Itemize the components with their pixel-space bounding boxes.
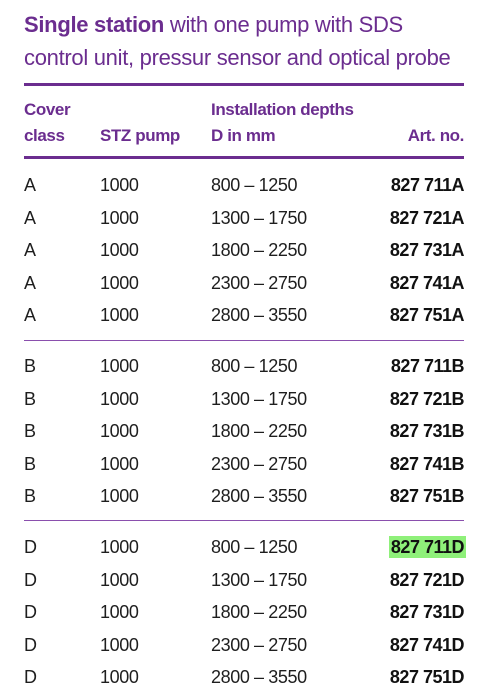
cover-class-cell: B	[24, 388, 36, 409]
installation-depth-cell: 2300 – 2750	[211, 634, 307, 655]
cover-class-cell: D	[24, 537, 37, 557]
stz-pump-cell: 1000	[100, 453, 139, 474]
installation-depth-cell: 1300 – 1750	[211, 207, 307, 228]
header-cover-class	[24, 97, 70, 149]
art-no-cell: 827 721B	[389, 388, 464, 409]
cover-class-cell: A	[24, 272, 36, 293]
installation-depth-cell: 1300 – 1750	[211, 388, 307, 409]
stz-pump-cell: 1000	[100, 240, 139, 260]
art-no-cell: 827 721A	[389, 207, 464, 228]
header-cover-line1: Cover	[24, 100, 71, 119]
art-no-cell: 827 721D	[389, 569, 464, 590]
cover-class-cell: D	[24, 667, 37, 687]
cover-class-cell: B	[24, 453, 36, 474]
cover-class-cell: A	[24, 240, 36, 260]
art-no-cell: 827 731B	[389, 421, 464, 441]
stz-pump-cell: 1000	[100, 356, 139, 376]
installation-depth-cell: 1800 – 2250	[211, 421, 307, 441]
header-divider	[24, 156, 464, 159]
installation-depth-cell: 2800 – 3550	[211, 667, 307, 687]
cover-class-cell: D	[24, 602, 37, 622]
group-divider	[24, 520, 464, 521]
header-depth-line2: D in mm	[211, 126, 276, 145]
stz-pump-cell: 1000	[100, 421, 139, 441]
cover-class-cell: B	[24, 421, 36, 441]
installation-depth-cell: 2800 – 3550	[211, 486, 307, 506]
header-depth-line1: Installation depths	[211, 100, 354, 119]
stz-pump-cell: 1000	[100, 569, 139, 590]
cover-class-cell: D	[24, 634, 37, 655]
installation-depth-cell: 1800 – 2250	[211, 240, 307, 260]
stz-pump-cell: 1000	[100, 667, 139, 687]
stz-pump-cell: 1000	[100, 486, 139, 506]
title-line-1	[24, 8, 474, 41]
table-title	[24, 8, 474, 74]
art-no-cell: 827 751D	[389, 667, 464, 687]
cover-class-cell: B	[24, 356, 36, 376]
installation-depth-cell: 1300 – 1750	[211, 569, 307, 590]
cover-class-cell: A	[24, 305, 36, 325]
cover-class-cell: A	[24, 207, 36, 228]
stz-pump-cell: 1000	[100, 305, 139, 325]
installation-depth-cell: 800 – 1250	[211, 356, 298, 376]
stz-pump-cell: 1000	[100, 602, 139, 622]
art-no-cell: 827 731A	[389, 240, 464, 260]
art-no-cell: 827 741D	[389, 634, 464, 655]
art-no-cell: 827 751B	[389, 486, 464, 506]
art-no-cell: 827 711B	[390, 356, 464, 376]
cover-class-cell: A	[24, 175, 36, 195]
installation-depth-cell: 1800 – 2250	[211, 602, 307, 622]
installation-depth-cell: 2300 – 2750	[211, 272, 307, 293]
art-no-cell: 827 731D	[389, 602, 464, 622]
stz-pump-cell: 1000	[100, 537, 139, 557]
title-rest: with one pump with SDS	[164, 12, 403, 37]
header-art-no: Art. no.	[407, 126, 464, 145]
stz-pump-cell: 1000	[100, 207, 139, 228]
art-no-cell: 827 741B	[389, 453, 464, 474]
stz-pump-cell: 1000	[100, 634, 139, 655]
installation-depth-cell: 2300 – 2750	[211, 453, 307, 474]
art-no-cell: 827 711A	[390, 175, 464, 195]
group-divider	[24, 340, 464, 341]
title-line-2: control unit, pressur sensor and optical probe	[24, 45, 451, 70]
installation-depth-cell: 2800 – 3550	[211, 305, 307, 325]
stz-pump-cell: 1000	[100, 175, 139, 195]
cover-class-cell: D	[24, 569, 37, 590]
header-installation-depths	[211, 97, 354, 149]
art-no-cell: 827 741A	[389, 272, 464, 293]
stz-pump-cell: 1000	[100, 388, 139, 409]
stz-pump-cell: 1000	[100, 272, 139, 293]
installation-depth-cell: 800 – 1250	[211, 537, 298, 557]
header-stz-pump: STZ pump	[100, 126, 180, 145]
header-cover-line2: class	[24, 126, 65, 145]
cover-class-cell: B	[24, 486, 36, 506]
art-no-cell: 827 751A	[389, 305, 464, 325]
title-bold: Single station	[24, 12, 165, 37]
title-divider	[24, 83, 464, 86]
installation-depth-cell: 800 – 1250	[211, 175, 298, 195]
art-no-cell: 827 711D	[390, 537, 464, 557]
